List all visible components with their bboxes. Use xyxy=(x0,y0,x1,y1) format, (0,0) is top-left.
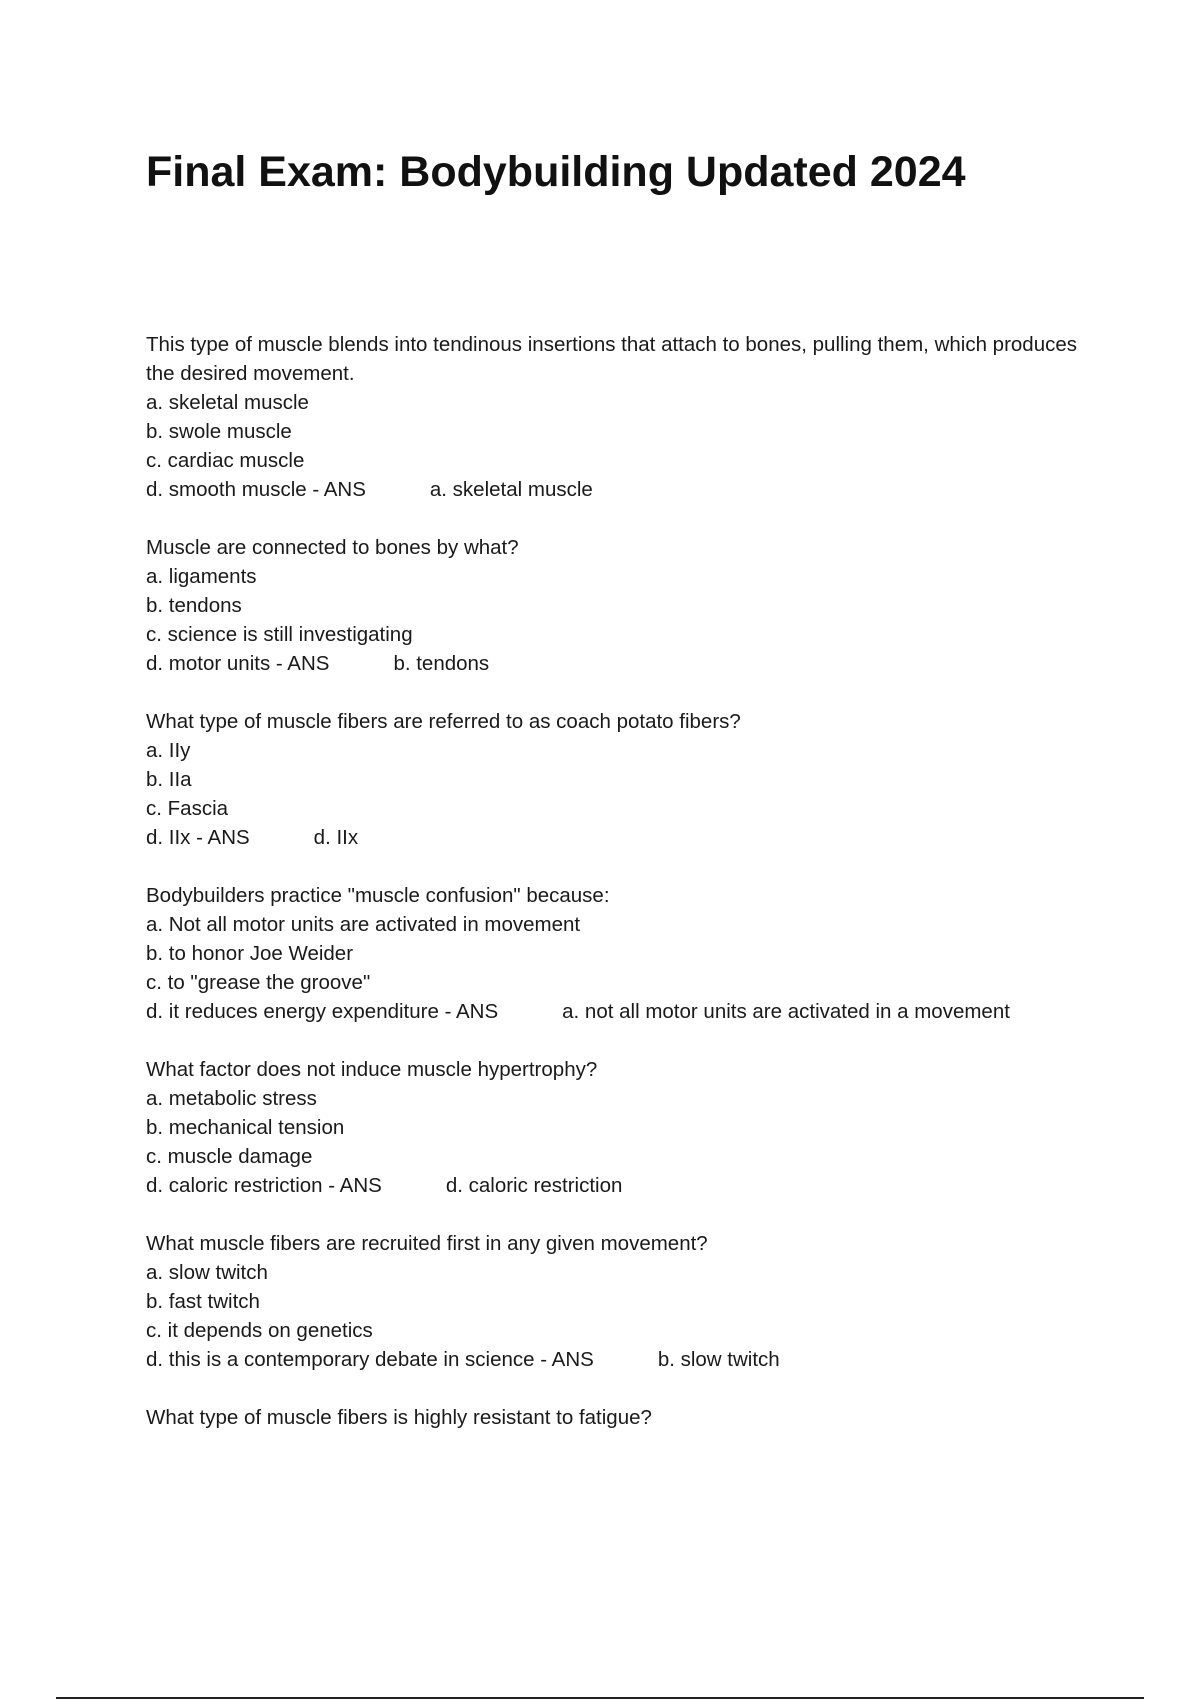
question-text: Bodybuilders practice "muscle confusion" because: xyxy=(146,884,610,907)
answer-option: d. IIx - ANS xyxy=(146,826,250,849)
answer-option: d. caloric restriction - ANS xyxy=(146,1174,382,1197)
answer-option: c. it depends on genetics xyxy=(146,1319,373,1342)
answer-line xyxy=(146,649,1086,678)
correct-answer: d. caloric restriction xyxy=(445,1174,623,1197)
page-title: Final Exam: Bodybuilding Updated 2024 xyxy=(146,148,966,196)
question-text: What muscle fibers are recruited first in any given movement? xyxy=(146,1232,708,1255)
correct-answer: a. skeletal muscle xyxy=(429,478,593,501)
correct-answer: b. slow twitch xyxy=(657,1348,780,1371)
answer-option: a. Not all motor units are activated in movement xyxy=(146,913,581,936)
question-block xyxy=(146,1055,1086,1200)
question-block xyxy=(146,533,1086,678)
answer-line xyxy=(146,1171,1086,1200)
footer-divider xyxy=(56,1697,1144,1699)
question-block xyxy=(146,330,1086,504)
answer-option: d. it reduces energy expenditure - ANS xyxy=(146,1000,499,1023)
answer-option: b. tendons xyxy=(146,594,242,617)
answer-option: d. motor units - ANS xyxy=(146,652,330,675)
answer-option: c. science is still investigating xyxy=(146,623,413,646)
answer-option: a. ligaments xyxy=(146,565,257,588)
answer-line xyxy=(146,997,1086,1026)
answer-option: b. fast twitch xyxy=(146,1290,260,1313)
answer-line xyxy=(146,823,1086,852)
question-text: What type of muscle fibers is highly resistant to fatigue? xyxy=(146,1406,652,1429)
answer-line xyxy=(146,1345,1086,1374)
answer-option: d. this is a contemporary debate in science - ANS xyxy=(146,1348,594,1371)
answer-option: b. mechanical tension xyxy=(146,1116,345,1139)
answer-option: b. to honor Joe Weider xyxy=(146,942,354,965)
answer-option: d. smooth muscle - ANS xyxy=(146,478,366,501)
answer-option: b. swole muscle xyxy=(146,420,292,443)
correct-answer: a. not all motor units are activated in a movement xyxy=(562,1000,1010,1023)
answer-option: a. slow twitch xyxy=(146,1261,268,1284)
correct-answer: d. IIx xyxy=(313,826,359,849)
question-text: Muscle are connected to bones by what? xyxy=(146,536,519,559)
answer-option: a. metabolic stress xyxy=(146,1087,317,1110)
question-text: What type of muscle fibers are referred to as coach potato fibers? xyxy=(146,710,741,733)
answer-option: c. muscle damage xyxy=(146,1145,313,1168)
question-list xyxy=(146,330,1086,1461)
question-block xyxy=(146,707,1086,852)
answer-option: c. Fascia xyxy=(146,797,229,820)
answer-option: c. cardiac muscle xyxy=(146,449,305,472)
answer-option: b. IIa xyxy=(146,768,192,791)
question-block xyxy=(146,1403,1086,1432)
correct-answer: b. tendons xyxy=(393,652,490,675)
answer-line xyxy=(146,475,1086,504)
question-block xyxy=(146,881,1086,1026)
question-block xyxy=(146,1229,1086,1374)
answer-option: a. IIy xyxy=(146,739,191,762)
answer-option: a. skeletal muscle xyxy=(146,391,309,414)
question-text: This type of muscle blends into tendinous insertions that attach to bones, pulling them, which produces the desired movement. xyxy=(146,333,1078,385)
answer-option: c. to "grease the groove" xyxy=(146,971,371,994)
question-text: What factor does not induce muscle hypertrophy? xyxy=(146,1058,598,1081)
